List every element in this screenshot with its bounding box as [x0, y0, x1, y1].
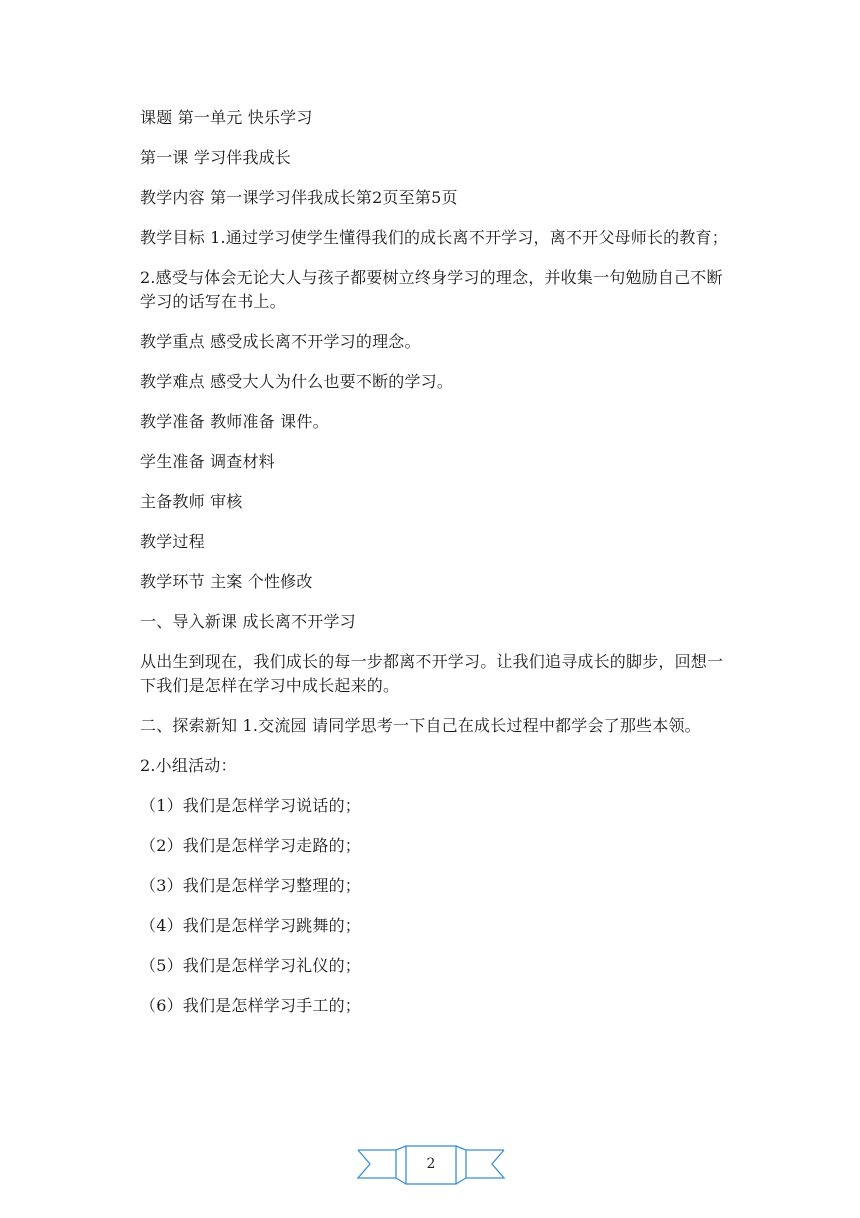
list-item: （5）我们是怎样学习礼仪的；: [140, 956, 361, 975]
teaching-difficulty: 教学难点 感受大人为什么也要不断的学习。: [140, 372, 454, 391]
page-number: 2: [426, 1156, 436, 1172]
teaching-objective-2: 2.感受与体会无论大人与孩子都要树立终身学习的理念，并收集一句勉励自己不断学习的话写在书上。: [140, 268, 723, 311]
teacher-preparation: 教学准备 教师准备 课件。: [140, 412, 329, 431]
list-item: （1）我们是怎样学习说话的；: [140, 796, 361, 815]
student-preparation: 学生准备 调查材料: [140, 452, 275, 471]
list-item: （4）我们是怎样学习跳舞的；: [140, 916, 361, 935]
lesson-topic: 课题 第一单元 快乐学习: [140, 108, 313, 127]
teaching-key-point: 教学重点 感受成长离不开学习的理念。: [140, 332, 421, 351]
teaching-content: 教学内容 第一课学习伴我成长第2页至第5页: [140, 188, 458, 207]
group-activity-heading: 2.小组活动：: [140, 756, 237, 775]
lesson-title: 第一课 学习伴我成长: [140, 148, 292, 167]
list-item: （3）我们是怎样学习整理的；: [140, 876, 361, 895]
explore-section: 二、探索新知 1.交流园 请同学思考一下自己在成长过程中都学会了那些本领。: [140, 716, 701, 735]
teaching-stage-header: 教学环节 主案 个性修改: [140, 572, 313, 591]
section-intro-heading: 一、导入新课 成长离不开学习: [140, 612, 356, 631]
list-item: （2）我们是怎样学习走路的；: [140, 836, 361, 855]
page-footer: [356, 1144, 506, 1188]
document-body: [140, 106, 730, 1034]
teaching-objective-1: 教学目标 1.通过学习使学生懂得我们的成长离不开学习，离不开父母师长的教育；: [140, 228, 728, 247]
lead-teacher: 主备教师 审核: [140, 492, 243, 511]
intro-paragraph: 从出生到现在，我们成长的每一步都离不开学习。让我们追寻成长的脚步，回想一下我们是怎样在学习中成长起来的。: [140, 652, 724, 695]
teaching-process-heading: 教学过程: [140, 532, 205, 551]
list-item: （6）我们是怎样学习手工的；: [140, 996, 361, 1015]
